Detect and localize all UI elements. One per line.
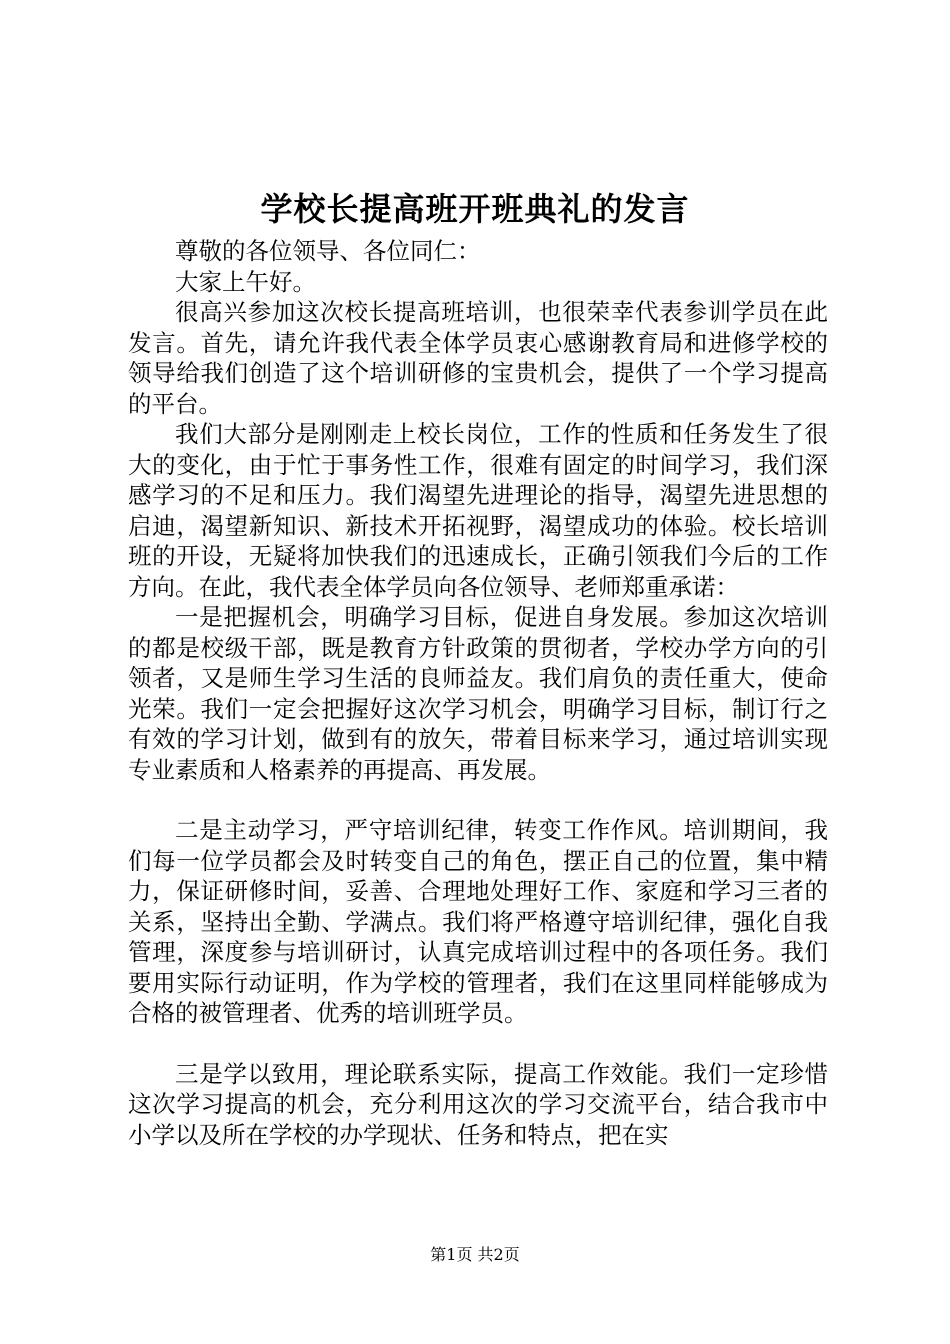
greeting: 大家上午好。 <box>175 267 316 296</box>
paragraph-point-one: 一是把握机会，明确学习目标，促进自身发展。参加这次培训的都是校级干部，既是教育方针政策的贯彻者，学校办学方向的引领者，又是师生学习生活的良师益友。我们肩负的责任重大，使命光荣。我们一定会把握好这次学习机会，明确学习目标，制订行之有效的学习计划，做到有的放矢，带着目标来学习，通过培训实现专业素质和人格素养的再提高、再发展。 <box>128 603 828 784</box>
document-body <box>128 236 828 1150</box>
page-number: 第1页 共2页 <box>430 1245 520 1264</box>
paragraph-point-two: 二是主动学习，严守培训纪律，转变工作作风。培训期间，我们每一位学员都会及时转变自己的角色，摆正自己的位置，集中精力，保证研修时间，妥善、合理地处理好工作、家庭和学习三者的关系，坚持出全勤、学满点。我们将严格遵守培训纪律，强化自我管理，深度参与培训研讨，认真完成培训过程中的各项任务。我们要用实际行动证明，作为学校的管理者，我们在这里同样能够成为合格的被管理者、优秀的培训班学员。 <box>128 816 828 1027</box>
paragraph-point-three: 三是学以致用，理论联系实际，提高工作效能。我们一定珍惜这次学习提高的机会，充分利用这次的学习交流平台，结合我市中小学以及所在学校的办学现状、任务和特点，把在实 <box>128 1059 828 1149</box>
paragraph-background: 我们大部分是刚刚走上校长岗位，工作的性质和任务发生了很大的变化，由于忙于事务性工作，很难有固定的时间学习，我们深感学习的不足和压力。我们渴望先进理论的指导，渴望先进思想的启迪，渴望新知识、新技术开拓视野，渴望成功的体验。校长培训班的开设，无疑将加快我们的迅速成长，正确引领我们今后的工作方向。在此，我代表全体学员向各位领导、老师郑重承诺： <box>128 420 828 601</box>
salutation: 尊敬的各位领导、各位同仁： <box>175 237 481 265</box>
document-title: 学校长提高班开班典礼的发言 <box>260 190 690 228</box>
paragraph-intro: 很高兴参加这次校长提高班培训，也很荣幸代表参训学员在此发言。首先，请允许我代表全体学员衷心感谢教育局和进修学校的领导给我们创造了这个培训研修的宝贵机会，提供了一个学习提高的平台。 <box>128 298 828 418</box>
